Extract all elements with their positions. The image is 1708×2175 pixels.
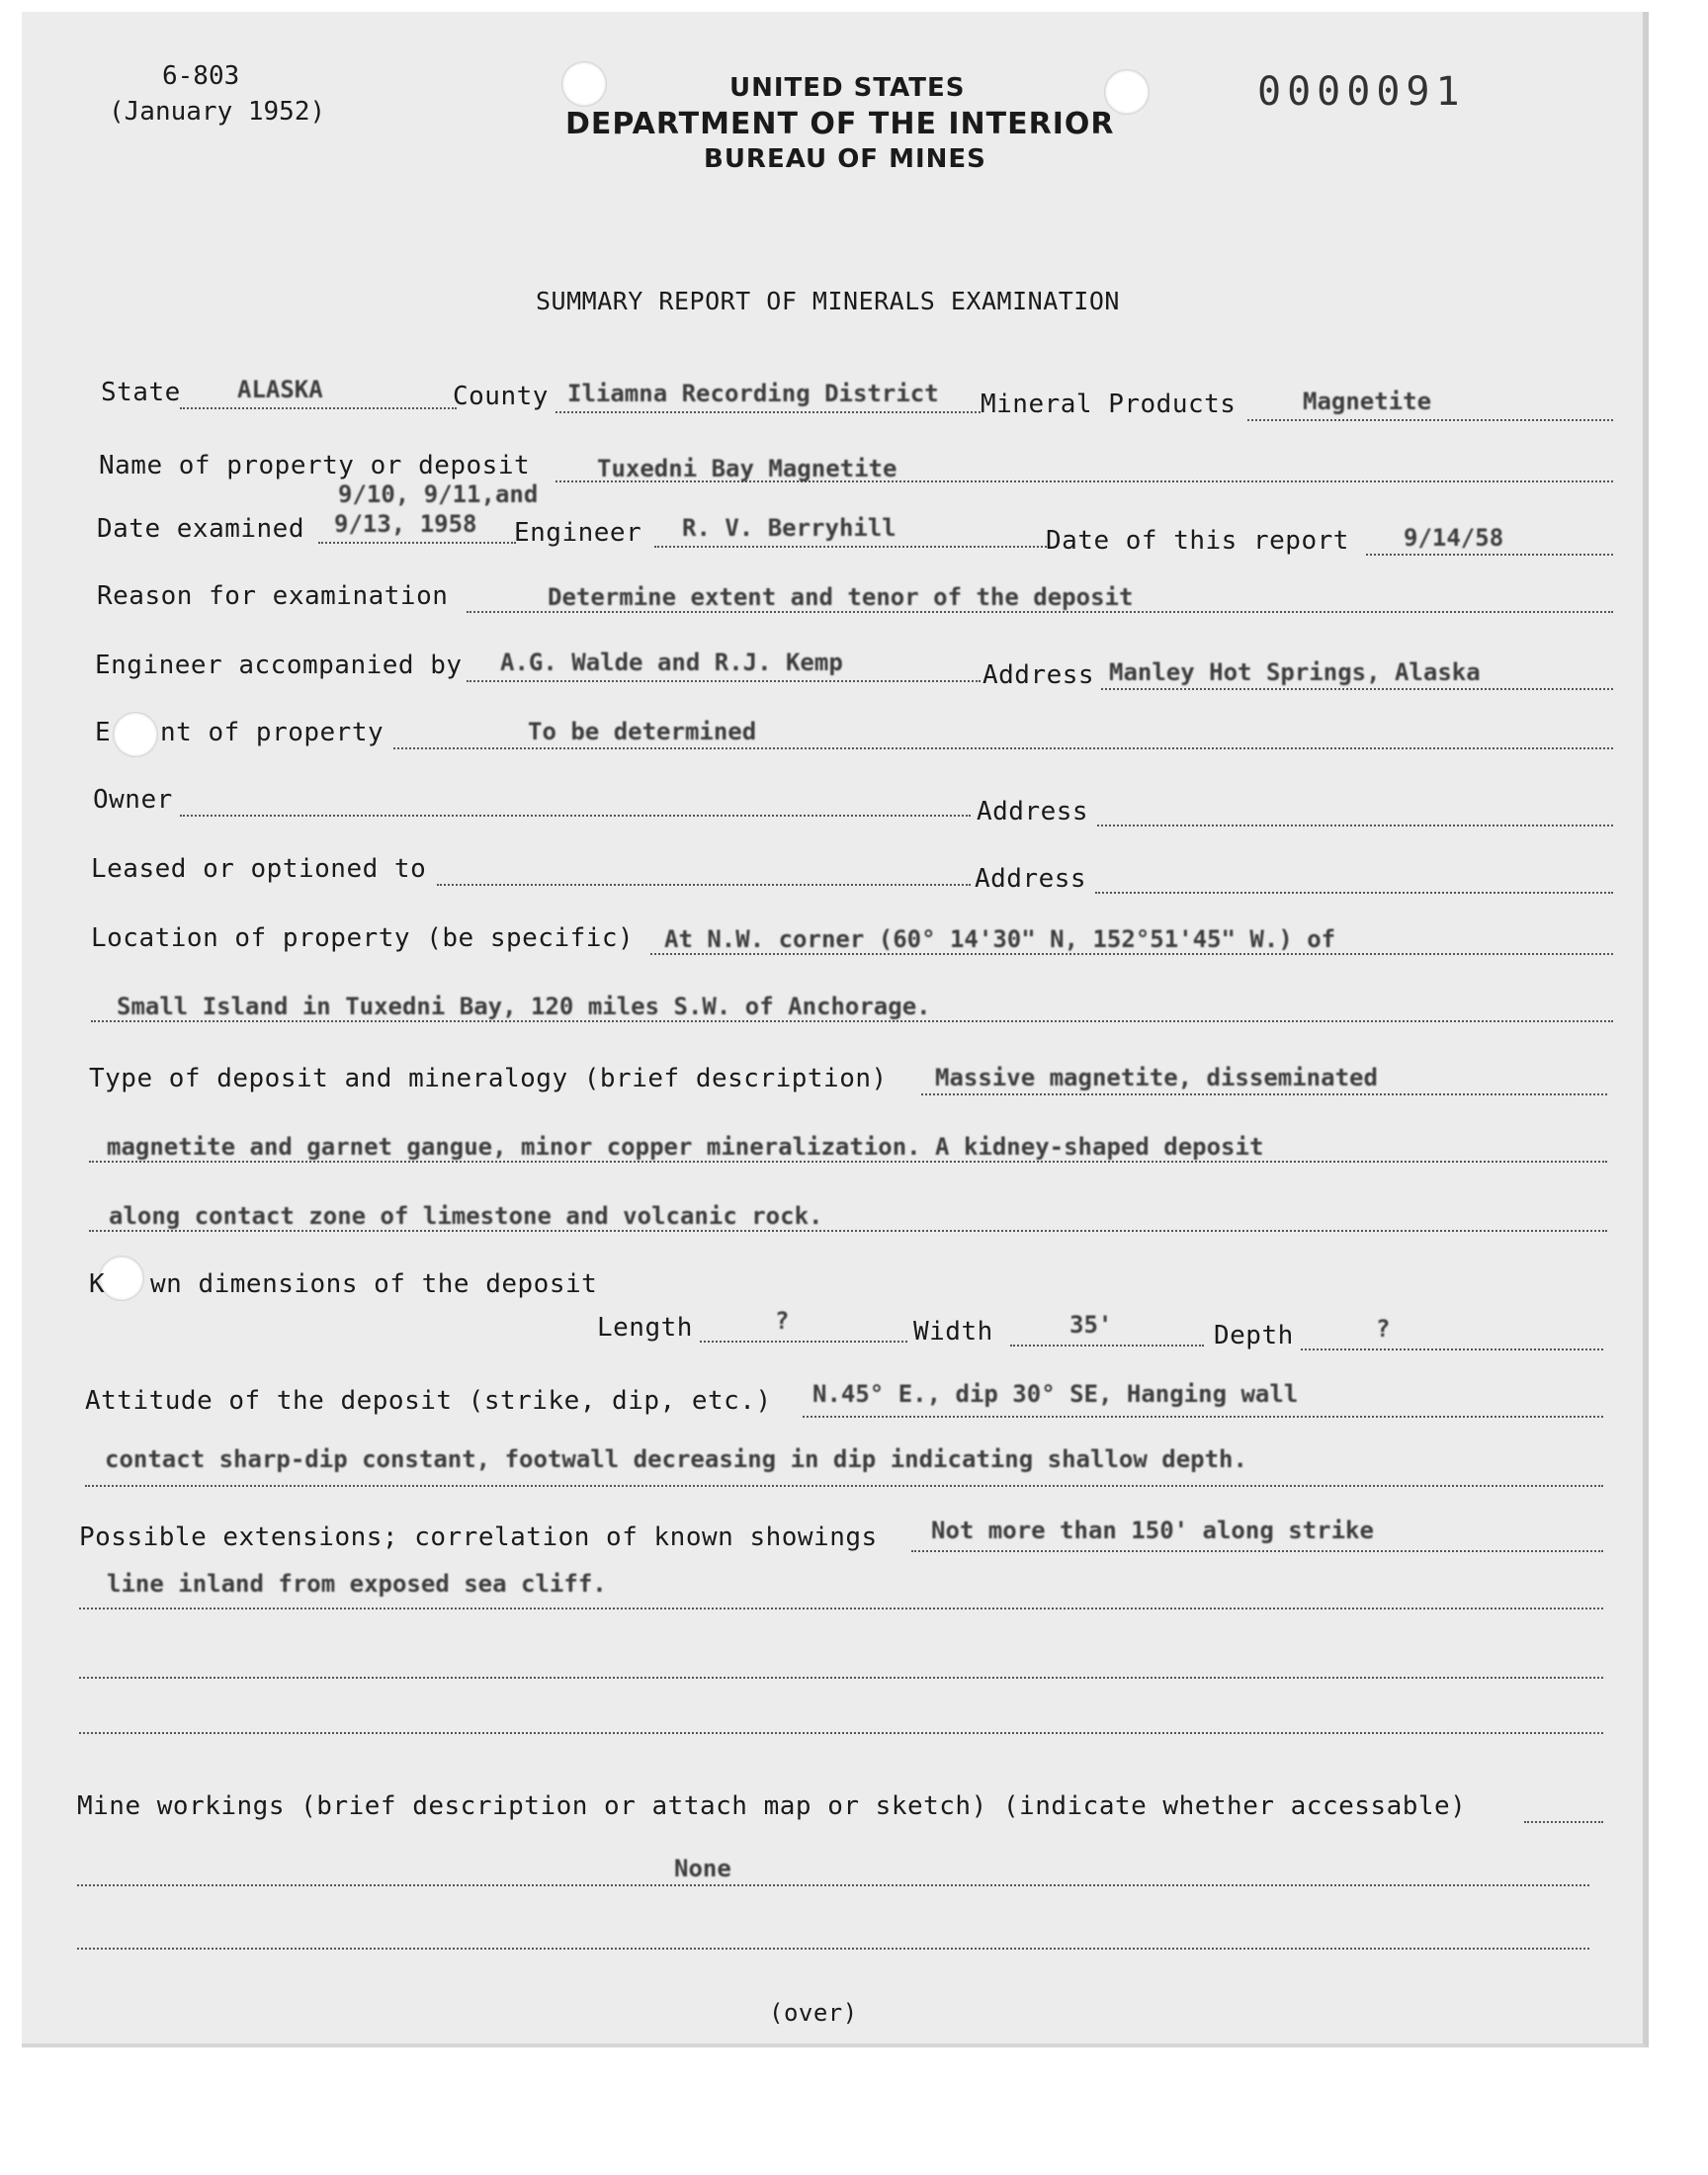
punch-hole: [113, 712, 158, 757]
mine-workings-label: Mine workings (brief description or attach map or sketch) (indicate whether accessable): [77, 1791, 1467, 1821]
deposit-type-line-1: [921, 1093, 1607, 1095]
extent-label-end: nt of property: [160, 718, 384, 747]
accompanied-address-line: [1101, 688, 1613, 690]
owner-line: [180, 815, 971, 817]
location-line-1: [650, 953, 1613, 955]
width-line: [1010, 1345, 1204, 1347]
length-line: [700, 1341, 907, 1343]
bureau-heading: BUREAU OF MINES: [704, 144, 986, 174]
property-name-label: Name of property or deposit: [99, 451, 531, 480]
dimensions-label-end: wn dimensions of the deposit: [150, 1269, 598, 1299]
width-label: Width: [913, 1317, 993, 1347]
leased-label: Leased or optioned to: [91, 854, 427, 884]
mineral-products-label: Mineral Products: [981, 390, 1237, 419]
deposit-type-line-3: [89, 1230, 1607, 1232]
engineer-value: R. V. Berryhill: [682, 514, 897, 542]
reason-label: Reason for examination: [97, 581, 449, 611]
report-date-value: 9/14/58: [1404, 524, 1504, 552]
extent-value: To be determined: [528, 718, 757, 745]
county-line: [555, 411, 981, 413]
extensions-value-line2: line inland from exposed sea cliff.: [107, 1570, 607, 1598]
deposit-type-value-line3: along contact zone of limestone and volcanic rock.: [109, 1202, 823, 1230]
accompanied-address-value: Manley Hot Springs, Alaska: [1109, 658, 1481, 686]
mineral-products-line: [1247, 419, 1613, 421]
attitude-value-line2: contact sharp-dip constant, footwall decreasing in dip indicating shallow depth.: [105, 1445, 1247, 1473]
location-value-line2: Small Island in Tuxedni Bay, 120 miles S.W. of Anchorage.: [117, 993, 931, 1020]
leased-address-line: [1095, 892, 1613, 894]
depth-line: [1301, 1348, 1603, 1350]
deposit-type-value-line2: magnetite and garnet gangue, minor copper mineralization. A kidney-shaped deposit: [107, 1133, 1264, 1161]
owner-address-line: [1097, 825, 1613, 826]
property-name-value: Tuxedni Bay Magnetite: [597, 455, 897, 482]
accompanied-address-label: Address: [982, 660, 1095, 690]
attitude-line-1: [803, 1416, 1603, 1418]
engineer-line: [654, 546, 1050, 548]
county-label: County: [453, 382, 549, 411]
accompanied-value: A.G. Walde and R.J. Kemp: [500, 649, 843, 676]
width-value: 35': [1069, 1311, 1113, 1339]
attitude-value-line1: N.45° E., dip 30° SE, Hanging wall: [812, 1380, 1299, 1408]
county-value: Iliamna Recording District: [567, 380, 939, 407]
state-label: State: [101, 378, 181, 407]
extensions-label: Possible extensions; correlation of known showings: [79, 1522, 878, 1552]
report-date-line: [1366, 554, 1613, 556]
punch-hole: [99, 1256, 144, 1301]
location-line-2: [91, 1020, 1613, 1022]
extensions-line-1: [911, 1550, 1603, 1552]
mine-workings-line-3: [77, 1948, 1589, 1950]
depth-label: Depth: [1214, 1321, 1294, 1350]
page-title: SUMMARY REPORT OF MINERALS EXAMINATION: [536, 287, 1120, 315]
extensions-line-4: [79, 1732, 1603, 1734]
location-label: Location of property (be specific): [91, 923, 635, 953]
attitude-label: Attitude of the deposit (strike, dip, etc.): [85, 1386, 772, 1416]
state-value: ALASKA: [237, 376, 323, 403]
extensions-value-line1: Not more than 150' along strike: [931, 1517, 1374, 1544]
state-line: [180, 407, 457, 409]
owner-address-label: Address: [977, 797, 1089, 826]
country-heading: UNITED STATES: [729, 73, 966, 103]
form-date: (January 1952): [109, 97, 326, 127]
form-sheet: [22, 12, 1649, 2047]
date-examined-value-line2: 9/13, 1958: [334, 510, 477, 538]
location-value-line1: At N.W. corner (60° 14'30" N, 152°51'45" W.) of: [664, 925, 1336, 953]
attitude-line-2: [85, 1485, 1603, 1487]
deposit-type-value-line1: Massive magnetite, disseminated: [935, 1064, 1378, 1091]
serial-number: 0000091: [1257, 69, 1466, 115]
mine-workings-value: None: [674, 1855, 731, 1882]
report-date-label: Date of this report: [1046, 526, 1349, 556]
form-number: 6-803: [162, 61, 240, 91]
mineral-products-value: Magnetite: [1303, 388, 1432, 415]
extensions-line-2: [79, 1608, 1603, 1610]
deposit-type-label: Type of deposit and mineralogy (brief description): [89, 1064, 888, 1093]
dimensions-label-start: K: [89, 1269, 106, 1299]
mine-workings-line-1: [1524, 1821, 1603, 1823]
date-examined-value-line1: 9/10, 9/11,and: [338, 480, 539, 508]
deposit-type-line-2: [89, 1161, 1607, 1163]
engineer-label: Engineer: [514, 518, 642, 548]
extent-label-start: E: [95, 718, 112, 747]
punch-hole: [561, 61, 607, 107]
accompanied-label: Engineer accompanied by: [95, 651, 463, 680]
mine-workings-line-2: [77, 1884, 1589, 1886]
date-examined-label: Date examined: [97, 514, 304, 544]
reason-value: Determine extent and tenor of the deposit: [548, 583, 1134, 611]
extent-line: [393, 747, 1613, 749]
leased-address-label: Address: [975, 864, 1087, 894]
footer-over: (over): [769, 1999, 858, 2027]
length-label: Length: [597, 1313, 693, 1343]
department-heading: DEPARTMENT OF THE INTERIOR: [565, 107, 1115, 141]
reason-line: [467, 611, 1613, 613]
date-examined-line: [318, 542, 516, 544]
leased-line: [437, 884, 971, 886]
depth-value: ?: [1376, 1315, 1391, 1343]
accompanied-line: [467, 680, 981, 682]
owner-label: Owner: [93, 785, 173, 815]
extensions-line-3: [79, 1677, 1603, 1679]
length-value: ?: [775, 1307, 790, 1335]
